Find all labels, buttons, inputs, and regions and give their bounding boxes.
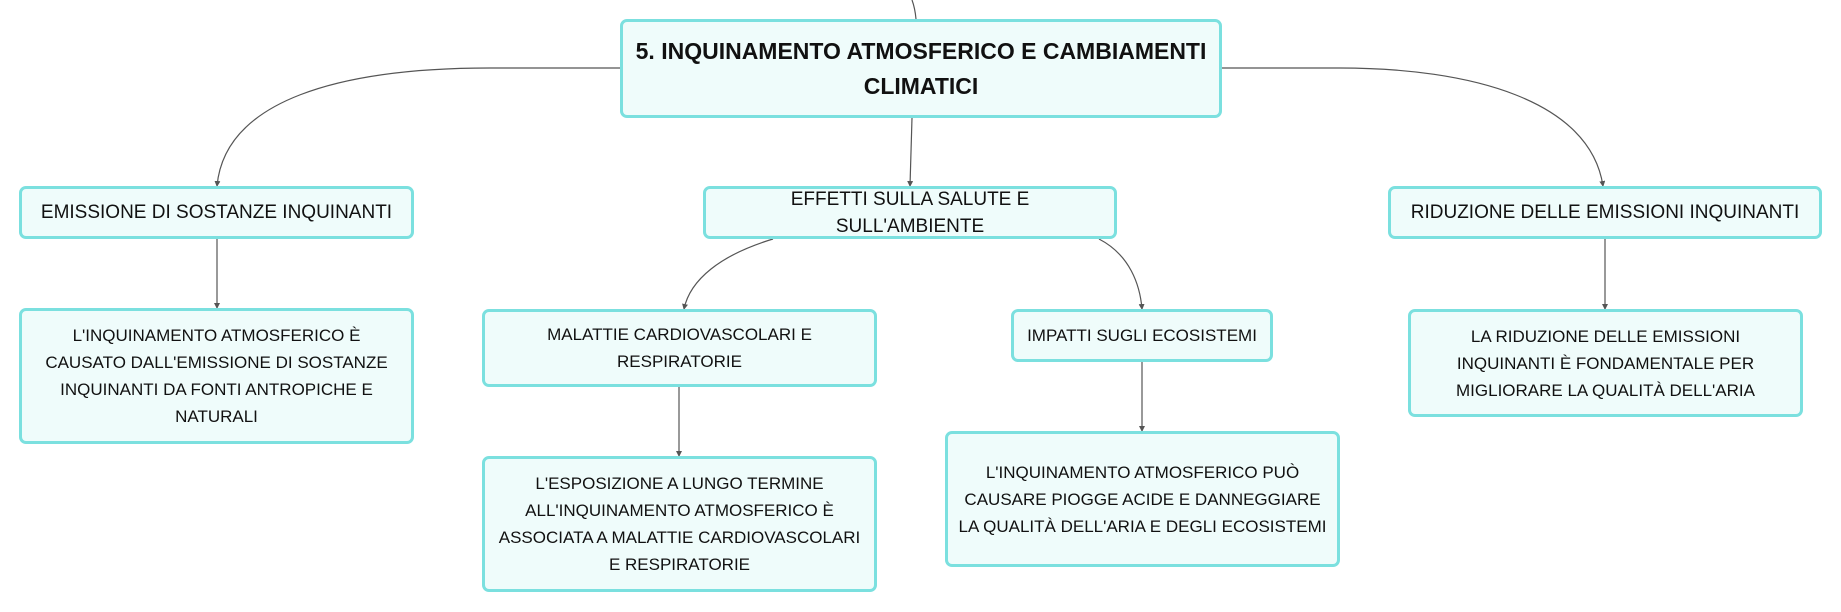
topic-emissions[interactable] <box>19 186 414 239</box>
connector-effects-health <box>684 239 773 309</box>
subtopic-ecosystems-label: IMPATTI SUGLI ECOSISTEMI <box>1027 326 1257 345</box>
subtopic-health-detail-label: L'ESPOSIZIONE A LUNGO TERMINE ALL'INQUINAMENTO ATMOSFERICO È ASSOCIATA A MALATTIE CARDIOVASCOLARI E RESPIRATORIE <box>498 474 861 574</box>
subtopic-emissions-detail-label: L'INQUINAMENTO ATMOSFERICO È CAUSATO DALL'EMISSIONE DI SOSTANZE INQUINANTI DA FONTI ANTROPICHE E NATURALI <box>45 326 388 426</box>
connector-root-effects <box>910 118 912 186</box>
topic-effects-label: EFFETTI SULLA SALUTE E SULL'AMBIENTE <box>790 188 1030 237</box>
subtopic-health-label: MALATTIE CARDIOVASCOLARI E RESPIRATORIE <box>547 325 812 371</box>
topic-emissions-label: EMISSIONE DI SOSTANZE INQUINANTI <box>40 202 393 223</box>
subtopic-reduction-detail[interactable] <box>1408 309 1803 417</box>
subtopic-ecosystems-detail-label: L'INQUINAMENTO ATMOSFERICO PUÒ CAUSARE PIOGGE ACIDE E DANNEGGIARE LA QUALITÀ DELL'ARIA E DEGLI ECOSISTEMI <box>958 462 1327 536</box>
connector-root-reduction <box>1222 68 1603 186</box>
connector-root-emissions <box>217 68 620 186</box>
subtopic-reduction-detail-label: LA RIDUZIONE DELLE EMISSIONI INQUINANTI È FONDAMENTALE PER MIGLIORARE LA QUALITÀ DELL'ARIA <box>1456 326 1755 400</box>
connector-effects-ecosystems <box>1099 239 1142 309</box>
topic-reduction-label: RIDUZIONE DELLE EMISSIONI INQUINANTI <box>1410 202 1800 223</box>
connector-parent-root <box>912 0 916 19</box>
root-topic-node[interactable] <box>620 19 1222 118</box>
subtopic-ecosystems[interactable] <box>1011 309 1273 362</box>
subtopic-health[interactable] <box>482 309 877 387</box>
subtopic-ecosystems-detail[interactable] <box>945 431 1340 567</box>
subtopic-health-detail[interactable] <box>482 456 877 592</box>
topic-reduction[interactable] <box>1388 186 1822 239</box>
subtopic-emissions-detail[interactable] <box>19 308 414 444</box>
topic-effects[interactable] <box>703 186 1117 239</box>
root-topic-label: 5. INQUINAMENTO ATMOSFERICO E CAMBIAMENTI CLIMATICI <box>635 37 1207 99</box>
